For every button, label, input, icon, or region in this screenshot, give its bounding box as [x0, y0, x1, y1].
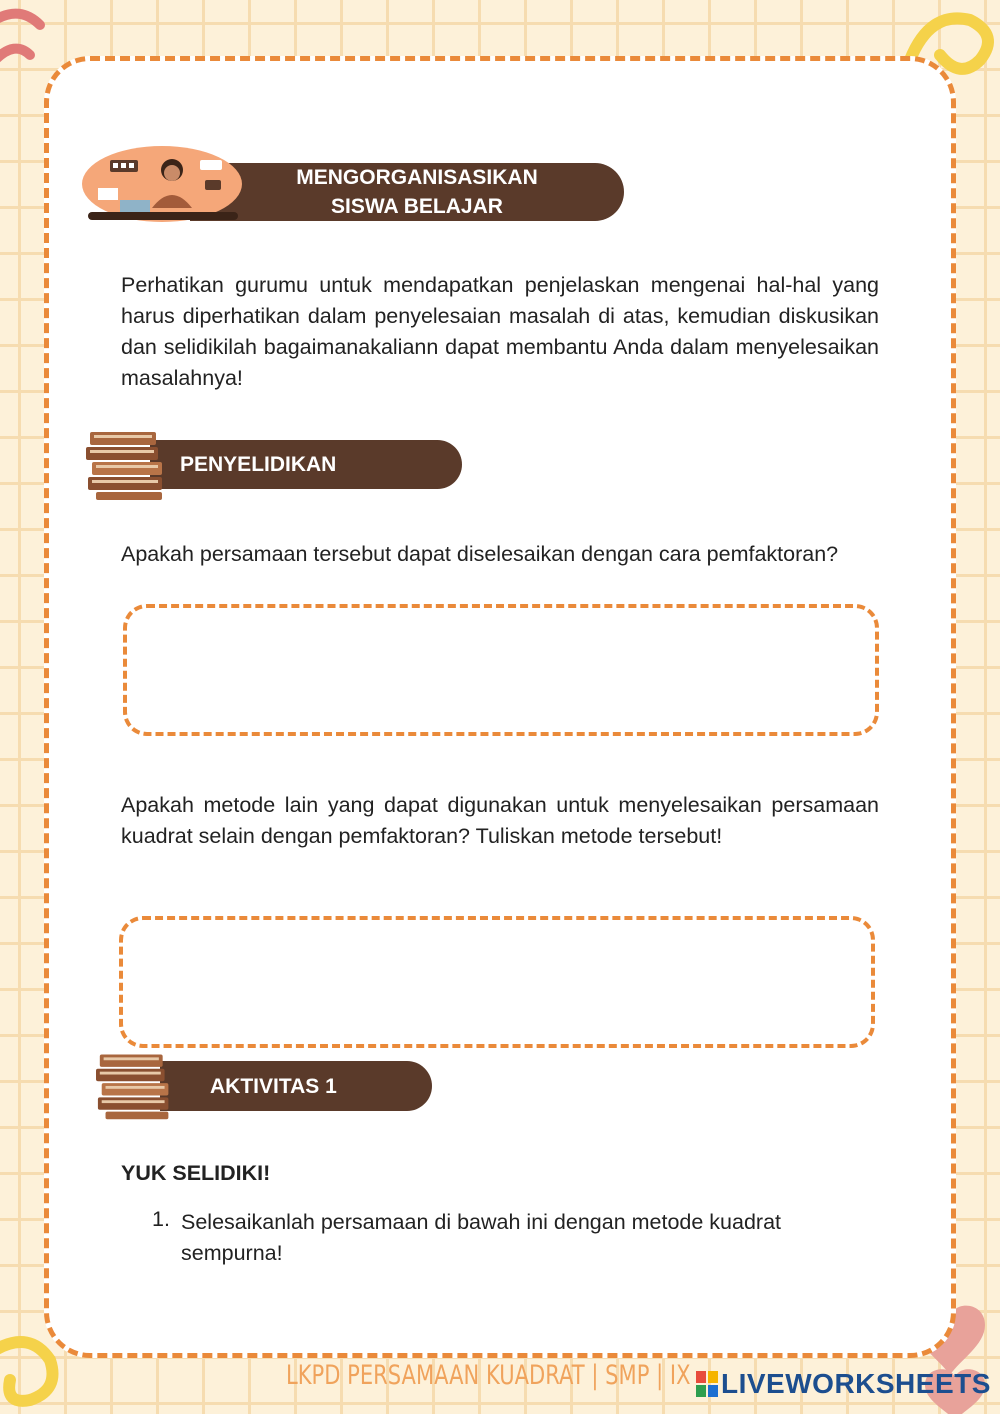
answer-box-2[interactable] [119, 916, 875, 1048]
liveworksheets-brand[interactable] [696, 1368, 991, 1400]
liveworksheets-logo-icon [696, 1371, 718, 1397]
investigation-question-2: Apakah metode lain yang dapat digunakan untuk menyelesaikan persamaan kuadrat selain dengan pemfaktoran? Tuliskan metode tersebut! [121, 793, 879, 848]
section-title-organize-line1: MENGORGANISASIKAN [296, 166, 538, 189]
organize-instructions: Perhatikan gurumu untuk mendapatkan penjelaskan mengenai hal-hal yang harus diperhatikan dalam penyelesaian masalah di atas, kemudian diskusikan dan selidikilah bagaimanakaliann dapat membantu Anda dalam menyelesaikan masalahnya! [121, 273, 879, 390]
section-title-activity: AKTIVITAS 1 [210, 1074, 337, 1098]
brand-name: LIVEWORKSHEETS [721, 1368, 991, 1399]
section-title-organize-line2: SISWA BELAJAR [331, 195, 503, 218]
teacher-illustration-icon [80, 140, 250, 232]
books-stack-icon [86, 426, 170, 502]
activity-subtitle: YUK SELIDIKI! [121, 1161, 271, 1185]
answer-box-1[interactable] [123, 604, 879, 736]
section-header-organize [190, 163, 624, 221]
investigation-question-1: Apakah persamaan tersebut dapat diselesaikan dengan cara pemfaktoran? [121, 542, 839, 566]
section-header-investigation [150, 440, 462, 489]
list-item: Selesaikanlah persamaan di bawah ini dengan metode kuadrat sempurna! [181, 1210, 782, 1265]
section-header-activity [160, 1061, 432, 1111]
section-title-investigation: PENYELIDIKAN [180, 453, 337, 476]
footer-title: LKPD PERSAMAAN KUADRAT | SMP | IX [286, 1360, 691, 1391]
books-stack-icon [96, 1048, 176, 1122]
list-item-number: 1. [152, 1207, 170, 1231]
